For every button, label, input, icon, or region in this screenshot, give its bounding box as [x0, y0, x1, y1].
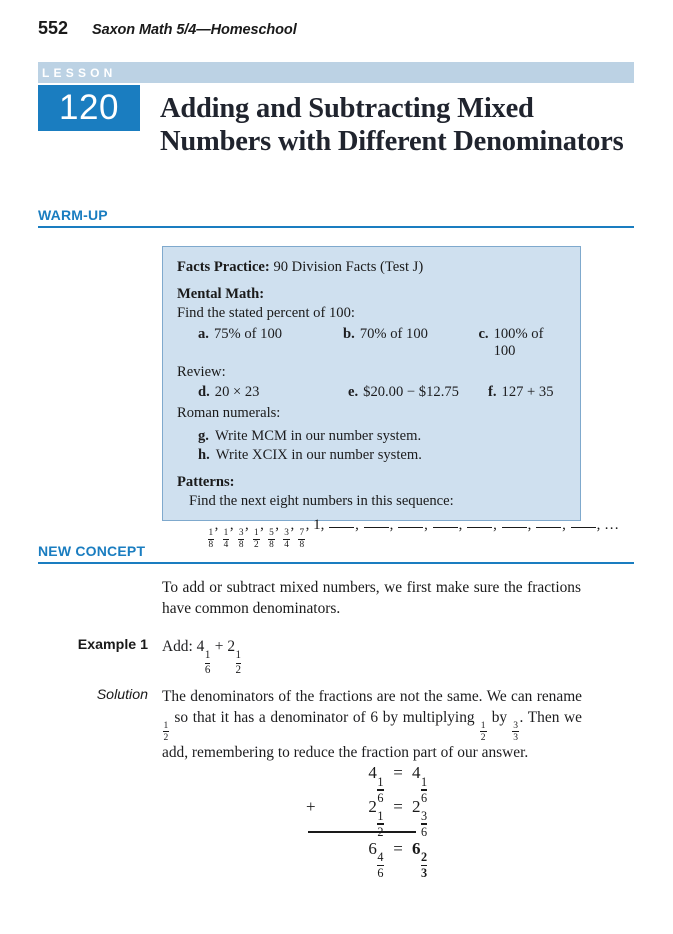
mental-math-label: Mental Math: — [177, 285, 265, 302]
fraction — [377, 851, 383, 880]
answer-blank[interactable] — [467, 527, 492, 528]
item-tag: d. — [198, 384, 210, 400]
example-1-row — [38, 637, 634, 676]
new-concept-intro: To add or subtract mixed numbers, we first make sure the fractions have common denominators. — [162, 579, 581, 617]
answer-blank[interactable] — [502, 527, 527, 528]
example-expression — [196, 638, 242, 676]
warmup-label: WARM-UP — [38, 207, 108, 223]
page-number: 552 — [38, 18, 69, 38]
solution-label: Solution — [96, 687, 148, 703]
denominator: 8 — [208, 539, 214, 550]
numerator: 1 — [421, 774, 428, 789]
item-text: 20 × 23 — [214, 384, 260, 400]
example-lead: Add: — [162, 638, 193, 655]
answer-blank[interactable] — [364, 527, 389, 528]
denominator: 2 — [253, 539, 259, 550]
list-item — [343, 326, 478, 360]
denominator: 6 — [204, 663, 211, 676]
mixed-number: 6 $\frac{2}{3}$ — [412, 838, 428, 881]
lesson-banner-bar — [38, 62, 634, 83]
numerator: 3 — [284, 527, 289, 538]
numerator: 4 — [377, 850, 384, 865]
percent-prompt: Find the stated percent of 100: — [177, 305, 355, 321]
item-tag: e. — [348, 384, 359, 400]
equals-sign: = — [393, 797, 403, 816]
numerator: 1 — [223, 527, 229, 538]
warmup-rule — [38, 226, 634, 228]
pattern-sequence: $\frac{1}{8}$ , $\frac{1}{4}$ , $\frac{3}{8}$ , $\frac{1}{2}$ , $\frac{5}{8}$ , $\frac{3}{4}$ , $\frac{7}{8}$ , 1, , , , , , , , , … — [208, 516, 620, 550]
facts-practice-value: 90 Division Facts (Test J) — [273, 259, 424, 275]
answer-blank[interactable] — [536, 527, 561, 528]
mixed-number: 2 $\frac{3}{6}$ — [412, 797, 428, 839]
mixed-number: 4 $\frac{1}{6}$ — [368, 763, 384, 805]
denominator: 6 — [377, 790, 384, 805]
item-text: Write XCIX in our number system. — [215, 447, 422, 463]
lesson-number-badge: 120 — [38, 85, 140, 131]
numerator: 3 — [513, 719, 519, 731]
final-answer — [412, 839, 472, 881]
solution-row — [38, 687, 634, 763]
denominator: 3 — [513, 732, 519, 744]
item-text: 127 + 35 — [501, 384, 554, 400]
facts-practice-label: Facts Practice: — [177, 259, 270, 275]
calc-row — [306, 763, 472, 805]
mixed-number: 4 $\frac{1}{6}$ — [196, 638, 211, 676]
numerator: 1 — [208, 527, 214, 538]
mixed-number: 2 $\frac{1}{2}$ — [368, 797, 384, 839]
list-item — [348, 384, 488, 401]
fraction — [421, 851, 427, 880]
item-text: 75% of 100 — [213, 325, 283, 342]
operator-slot: + — [306, 797, 316, 816]
list-item — [198, 446, 566, 466]
numerator: 3 — [421, 808, 428, 823]
numerator: 5 — [269, 527, 274, 538]
roman-numerals-label: Roman numerals: — [177, 405, 281, 421]
equals-sign: = — [393, 763, 403, 782]
section-heading-warmup — [38, 207, 634, 228]
example-label: Example 1 — [77, 637, 148, 653]
warmup-box — [162, 246, 620, 550]
item-tag: a. — [198, 325, 209, 342]
operator: + — [214, 638, 224, 655]
equals-sign: = — [393, 838, 403, 858]
mixed-number: 2 $\frac{1}{2}$ — [227, 638, 242, 676]
book-title: Saxon Math 5/4—Homeschool — [92, 22, 297, 38]
item-text: 100% of 100 — [493, 325, 544, 359]
denominator: 6 — [377, 866, 384, 881]
fraction — [163, 721, 170, 743]
fraction — [236, 650, 242, 676]
lesson-title: Adding and Subtracting Mixed Numbers with Different Denominators — [160, 93, 624, 157]
fraction — [512, 721, 519, 743]
numerator: 1 — [163, 719, 169, 731]
denominator: 4 — [223, 539, 229, 550]
numerator: 1 — [377, 808, 384, 823]
denominator: 2 — [480, 732, 486, 744]
item-tag: g. — [198, 427, 209, 444]
list-item — [198, 326, 343, 360]
denominator: 4 — [284, 539, 289, 550]
item-tag: b. — [343, 325, 355, 342]
numerator: 1 — [235, 648, 242, 661]
solution-text: The denominators of the fractions are not the same. We can rename $\frac{1}{2}$ so that it has a denominator of 6 by multiplying $\frac{1}{2}$ by $\frac{3}{3}$ . Then we add, remembering to reduce the fraction part of our answer. — [162, 688, 582, 761]
item-tag: c. — [478, 325, 489, 342]
calc-sum-row — [306, 838, 472, 881]
numerator: 2 — [421, 850, 428, 865]
numerator: 1 — [204, 648, 211, 661]
fraction — [377, 810, 383, 839]
new-concept-rule — [38, 562, 634, 564]
example-problem — [162, 637, 582, 676]
list-item — [198, 427, 566, 447]
review-items-row — [177, 384, 566, 401]
fraction — [421, 810, 427, 839]
item-text: $20.00 − $12.75 — [363, 384, 459, 400]
denominator: 6 — [421, 824, 428, 839]
item-text: Write MCM in our number system. — [214, 427, 422, 444]
new-concept-label: NEW CONCEPT — [38, 543, 146, 559]
roman-numerals-list — [177, 427, 566, 466]
answer-blank[interactable] — [329, 527, 354, 528]
mixed-number: 6 $\frac{4}{6}$ — [368, 838, 384, 881]
numerator: 3 — [238, 527, 244, 538]
review-label: Review: — [177, 363, 226, 380]
running-head — [38, 18, 297, 39]
numerator: 1 — [377, 774, 384, 789]
denominator: 2 — [163, 732, 169, 744]
denominator: 3 — [421, 866, 428, 881]
denominator: 2 — [235, 663, 242, 676]
percent-items-row — [177, 326, 566, 360]
section-heading-new-concept — [38, 539, 634, 564]
denominator: 8 — [299, 539, 305, 550]
fraction — [205, 650, 211, 676]
facts-practice-row — [177, 258, 566, 278]
lesson-word: LESSON — [42, 65, 117, 80]
denominator: 8 — [269, 539, 274, 550]
patterns-label: Patterns: — [177, 473, 235, 490]
numerator: 1 — [480, 719, 486, 731]
list-item — [198, 384, 348, 401]
fraction — [480, 721, 487, 743]
numerator: 7 — [299, 527, 305, 538]
mixed-number: 4 $\frac{1}{6}$ — [412, 763, 428, 805]
patterns-prompt: Find the next eight numbers in this sequence: — [189, 493, 454, 509]
calc-row — [306, 797, 472, 839]
item-tag: f. — [488, 384, 497, 400]
answer-blank[interactable] — [433, 527, 458, 528]
answer-blank[interactable] — [398, 527, 423, 528]
item-text: 70% of 100 — [359, 325, 428, 342]
item-tag: h. — [198, 447, 210, 463]
list-item — [488, 384, 554, 401]
answer-blank[interactable] — [571, 527, 596, 528]
denominator: 8 — [238, 539, 244, 550]
denominator: 2 — [377, 824, 384, 839]
list-item — [478, 326, 566, 360]
worked-computation — [306, 763, 472, 881]
denominator: 6 — [421, 790, 428, 805]
numerator: 1 — [253, 527, 259, 538]
